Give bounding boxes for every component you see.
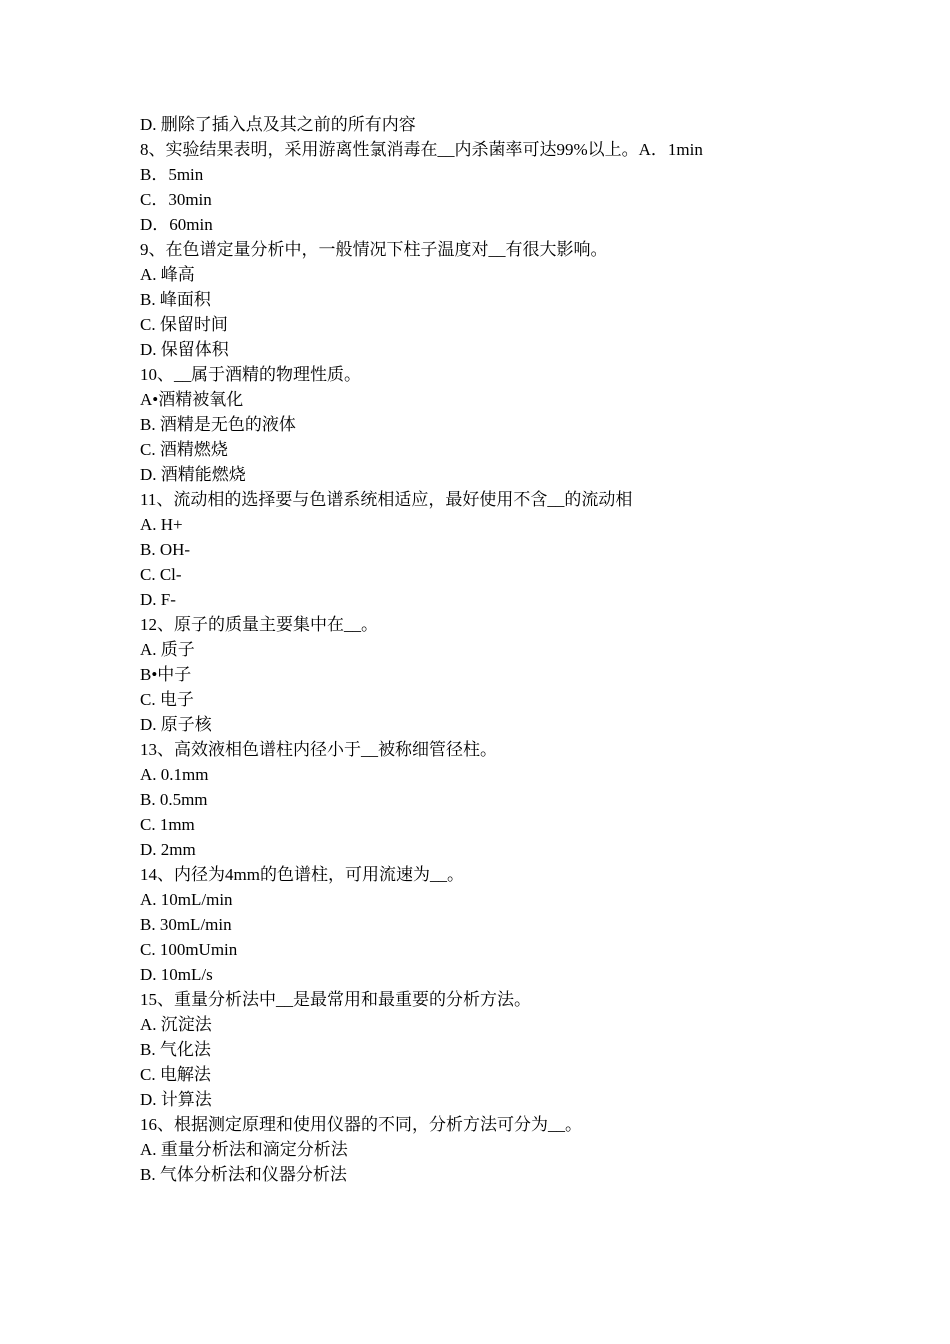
- option-line: D. 删除了插入点及其之前的所有内容: [140, 115, 416, 134]
- question-line: 8、实验结果表明，采用游离性氯消毒在__内杀菌率可达99%以上。A．1min: [140, 140, 703, 159]
- option-line: A. 沉淀法: [140, 1015, 212, 1034]
- question-line: 11、流动相的选择要与色谱系统相适应，最好使用不含__的流动相: [140, 490, 633, 509]
- option-line: D. F-: [140, 590, 176, 609]
- option-line: D. 计算法: [140, 1090, 212, 1109]
- option-line: A•酒精被氧化: [140, 390, 244, 409]
- question-line: 10、__属于酒精的物理性质。: [140, 365, 361, 384]
- option-line: D. 原子核: [140, 715, 212, 734]
- option-line: C. 酒精燃烧: [140, 440, 228, 459]
- option-line: A. 质子: [140, 640, 195, 659]
- option-line: C. 保留时间: [140, 315, 228, 334]
- option-line: D. 10mL/s: [140, 965, 213, 984]
- question-line: 13、高效液相色谱柱内径小于__被称细管径柱。: [140, 740, 497, 759]
- option-line: B. 峰面积: [140, 290, 211, 309]
- option-line: B. 气体分析法和仪器分析法: [140, 1165, 347, 1184]
- option-line: B. 酒精是无色的液体: [140, 415, 296, 434]
- option-line: C. 电解法: [140, 1065, 211, 1084]
- option-line: A. H+: [140, 515, 183, 534]
- option-line: D. 保留体积: [140, 340, 229, 359]
- option-line: C. 电子: [140, 690, 194, 709]
- option-line: A. 10mL/min: [140, 890, 233, 909]
- option-line: B. OH-: [140, 540, 191, 559]
- option-line: D. 酒精能燃烧: [140, 465, 246, 484]
- question-line: 14、内径为4mm的色谱柱，可用流速为__。: [140, 865, 464, 884]
- option-line: A. 峰高: [140, 265, 195, 284]
- option-line: C. 100mUmin: [140, 940, 238, 959]
- option-line: B. 0.5mm: [140, 790, 208, 809]
- question-line: 16、根据测定原理和使用仪器的不同，分析方法可分为__。: [140, 1115, 582, 1134]
- document-body: [140, 112, 840, 1187]
- option-line: A. 重量分析法和滴定分析法: [140, 1140, 348, 1159]
- option-line: C. 1mm: [140, 815, 195, 834]
- question-line: 9、在色谱定量分析中，一般情况下柱子温度对__有很大影响。: [140, 240, 608, 259]
- option-line: B. 30mL/min: [140, 915, 232, 934]
- option-line: D．60min: [140, 215, 213, 234]
- option-line: B. 气化法: [140, 1040, 211, 1059]
- question-line: 15、重量分析法中__是最常用和最重要的分析方法。: [140, 990, 531, 1009]
- option-line: D. 2mm: [140, 840, 196, 859]
- option-line: C. Cl-: [140, 565, 182, 584]
- option-line: B•中子: [140, 665, 192, 684]
- option-line: B．5min: [140, 165, 204, 184]
- question-line: 12、原子的质量主要集中在__。: [140, 615, 378, 634]
- option-line: A. 0.1mm: [140, 765, 209, 784]
- option-line: C．30min: [140, 190, 212, 209]
